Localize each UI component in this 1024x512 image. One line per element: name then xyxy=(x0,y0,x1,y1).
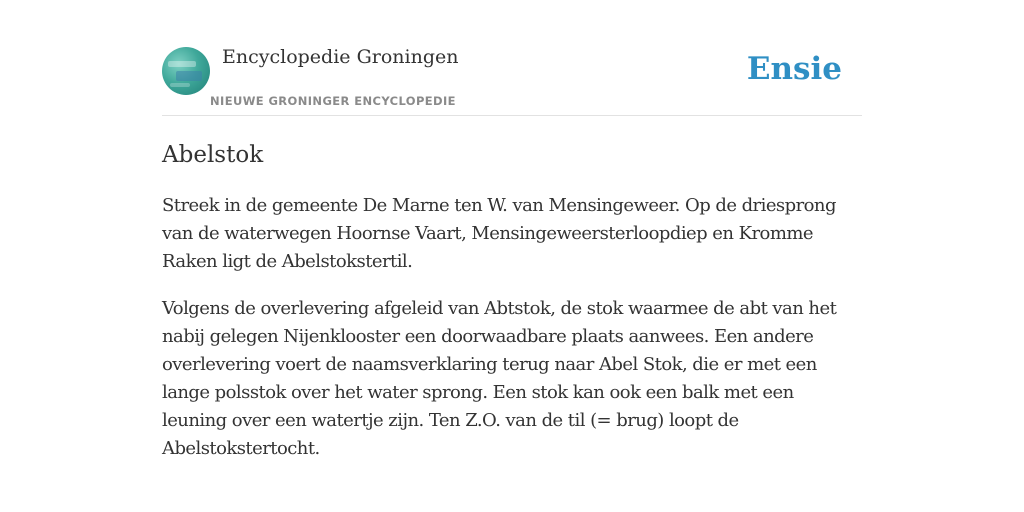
site-header xyxy=(162,0,862,116)
article-title: Abelstok xyxy=(162,142,264,168)
site-subtitle: NIEUWE GRONINGER ENCYCLOPEDIE xyxy=(210,94,456,108)
article-paragraph: Volgens de overlevering afgeleid van Abtstok, de stok waarmee de abt van het nabij gelegen Nijenklooster een doorwaadbare plaats aanwees. Een andere overlevering voert de naamsverklaring terug naar Abel Stok, die er met een lange polsstok over het water sprong. Een stok kan ook een balk met een leuning over een watertje zijn. Ten Z.O. van de til (= brug) loopt de Abelstokstertocht. xyxy=(162,298,837,459)
content-column xyxy=(162,0,862,463)
ensie-brand-link[interactable]: Ensie xyxy=(746,51,842,87)
article-paragraph: Streek in de gemeente De Marne ten W. van Mensingeweer. Op de driesprong van de waterwegen Hoornse Vaart, Mensingeweersterloopdiep en Kromme Raken ligt de Abelstokstertil. xyxy=(162,195,836,272)
encyclopedia-logo-icon[interactable] xyxy=(162,47,210,95)
site-title-link[interactable]: Encyclopedie Groningen xyxy=(222,46,459,68)
